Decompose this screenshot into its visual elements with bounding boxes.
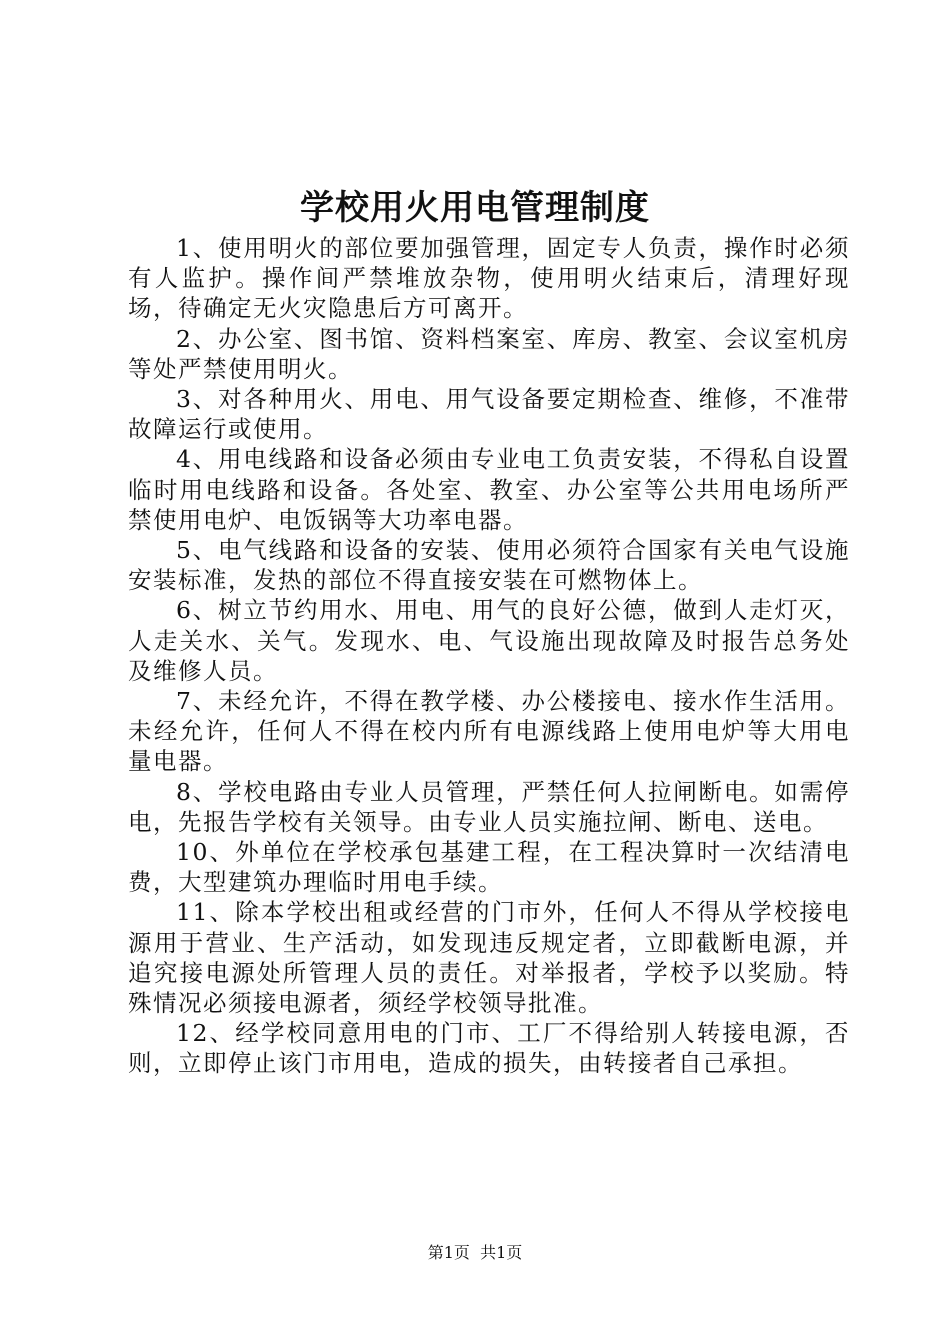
regulation-item-12: 12、经学校同意用电的门市、工厂不得给别人转接电源，否则，立即停止该门市用电，造成的损失，由转接者自己承担。 (128, 1019, 850, 1078)
page-number-footer: 第1页 共1页 (427, 1243, 523, 1262)
regulation-item-8: 8、学校电路由专业人员管理，严禁任何人拉闸断电。如需停电，先报告学校有关领导。由专业人员实施拉闸、断电、送电。 (128, 777, 850, 836)
regulation-item-6: 6、树立节约用水、用电、用气的良好公德，做到人走灯灭，人走关水、关气。发现水、电、气设施出现故障及时报告总务处及维修人员。 (128, 596, 850, 685)
document-body (128, 233, 850, 1079)
regulation-item-10: 10、外单位在学校承包基建工程，在工程决算时一次结清电费，大型建筑办理临时用电手续。 (128, 838, 850, 897)
regulation-item-5: 5、电气线路和设备的安装、使用必须符合国家有关电气设施安装标准，发热的部位不得直接安装在可燃物体上。 (128, 536, 850, 595)
regulation-item-1: 1、使用明火的部位要加强管理，固定专人负责，操作时必须有人监护。操作间严禁堆放杂物，使用明火结束后，清理好现场，待确定无火灾隐患后方可离开。 (128, 234, 850, 323)
regulation-item-11: 11、除本学校出租或经营的门市外，任何人不得从学校接电源用于营业、生产活动，如发现违反规定者，立即截断电源，并追究接电源处所管理人员的责任。对举报者，学校予以奖励。特殊情况必须接电源者，须经学校领导批准。 (128, 898, 850, 1018)
document-title: 学校用火用电管理制度 (300, 188, 650, 228)
regulation-item-3: 3、对各种用火、用电、用气设备要定期检查、维修，不准带故障运行或使用。 (128, 385, 850, 444)
regulation-item-2: 2、办公室、图书馆、资料档案室、库房、教室、会议室机房等处严禁使用明火。 (128, 324, 850, 383)
regulation-item-7: 7、未经允许，不得在教学楼、办公楼接电、接水作生活用。未经允许，任何人不得在校内所有电源线路上使用电炉等大用电量电器。 (128, 687, 850, 776)
regulation-item-4: 4、用电线路和设备必须由专业电工负责安装，不得私自设置临时用电线路和设备。各处室、教室、办公室等公共用电场所严禁使用电炉、电饭锅等大功率电器。 (128, 445, 850, 534)
